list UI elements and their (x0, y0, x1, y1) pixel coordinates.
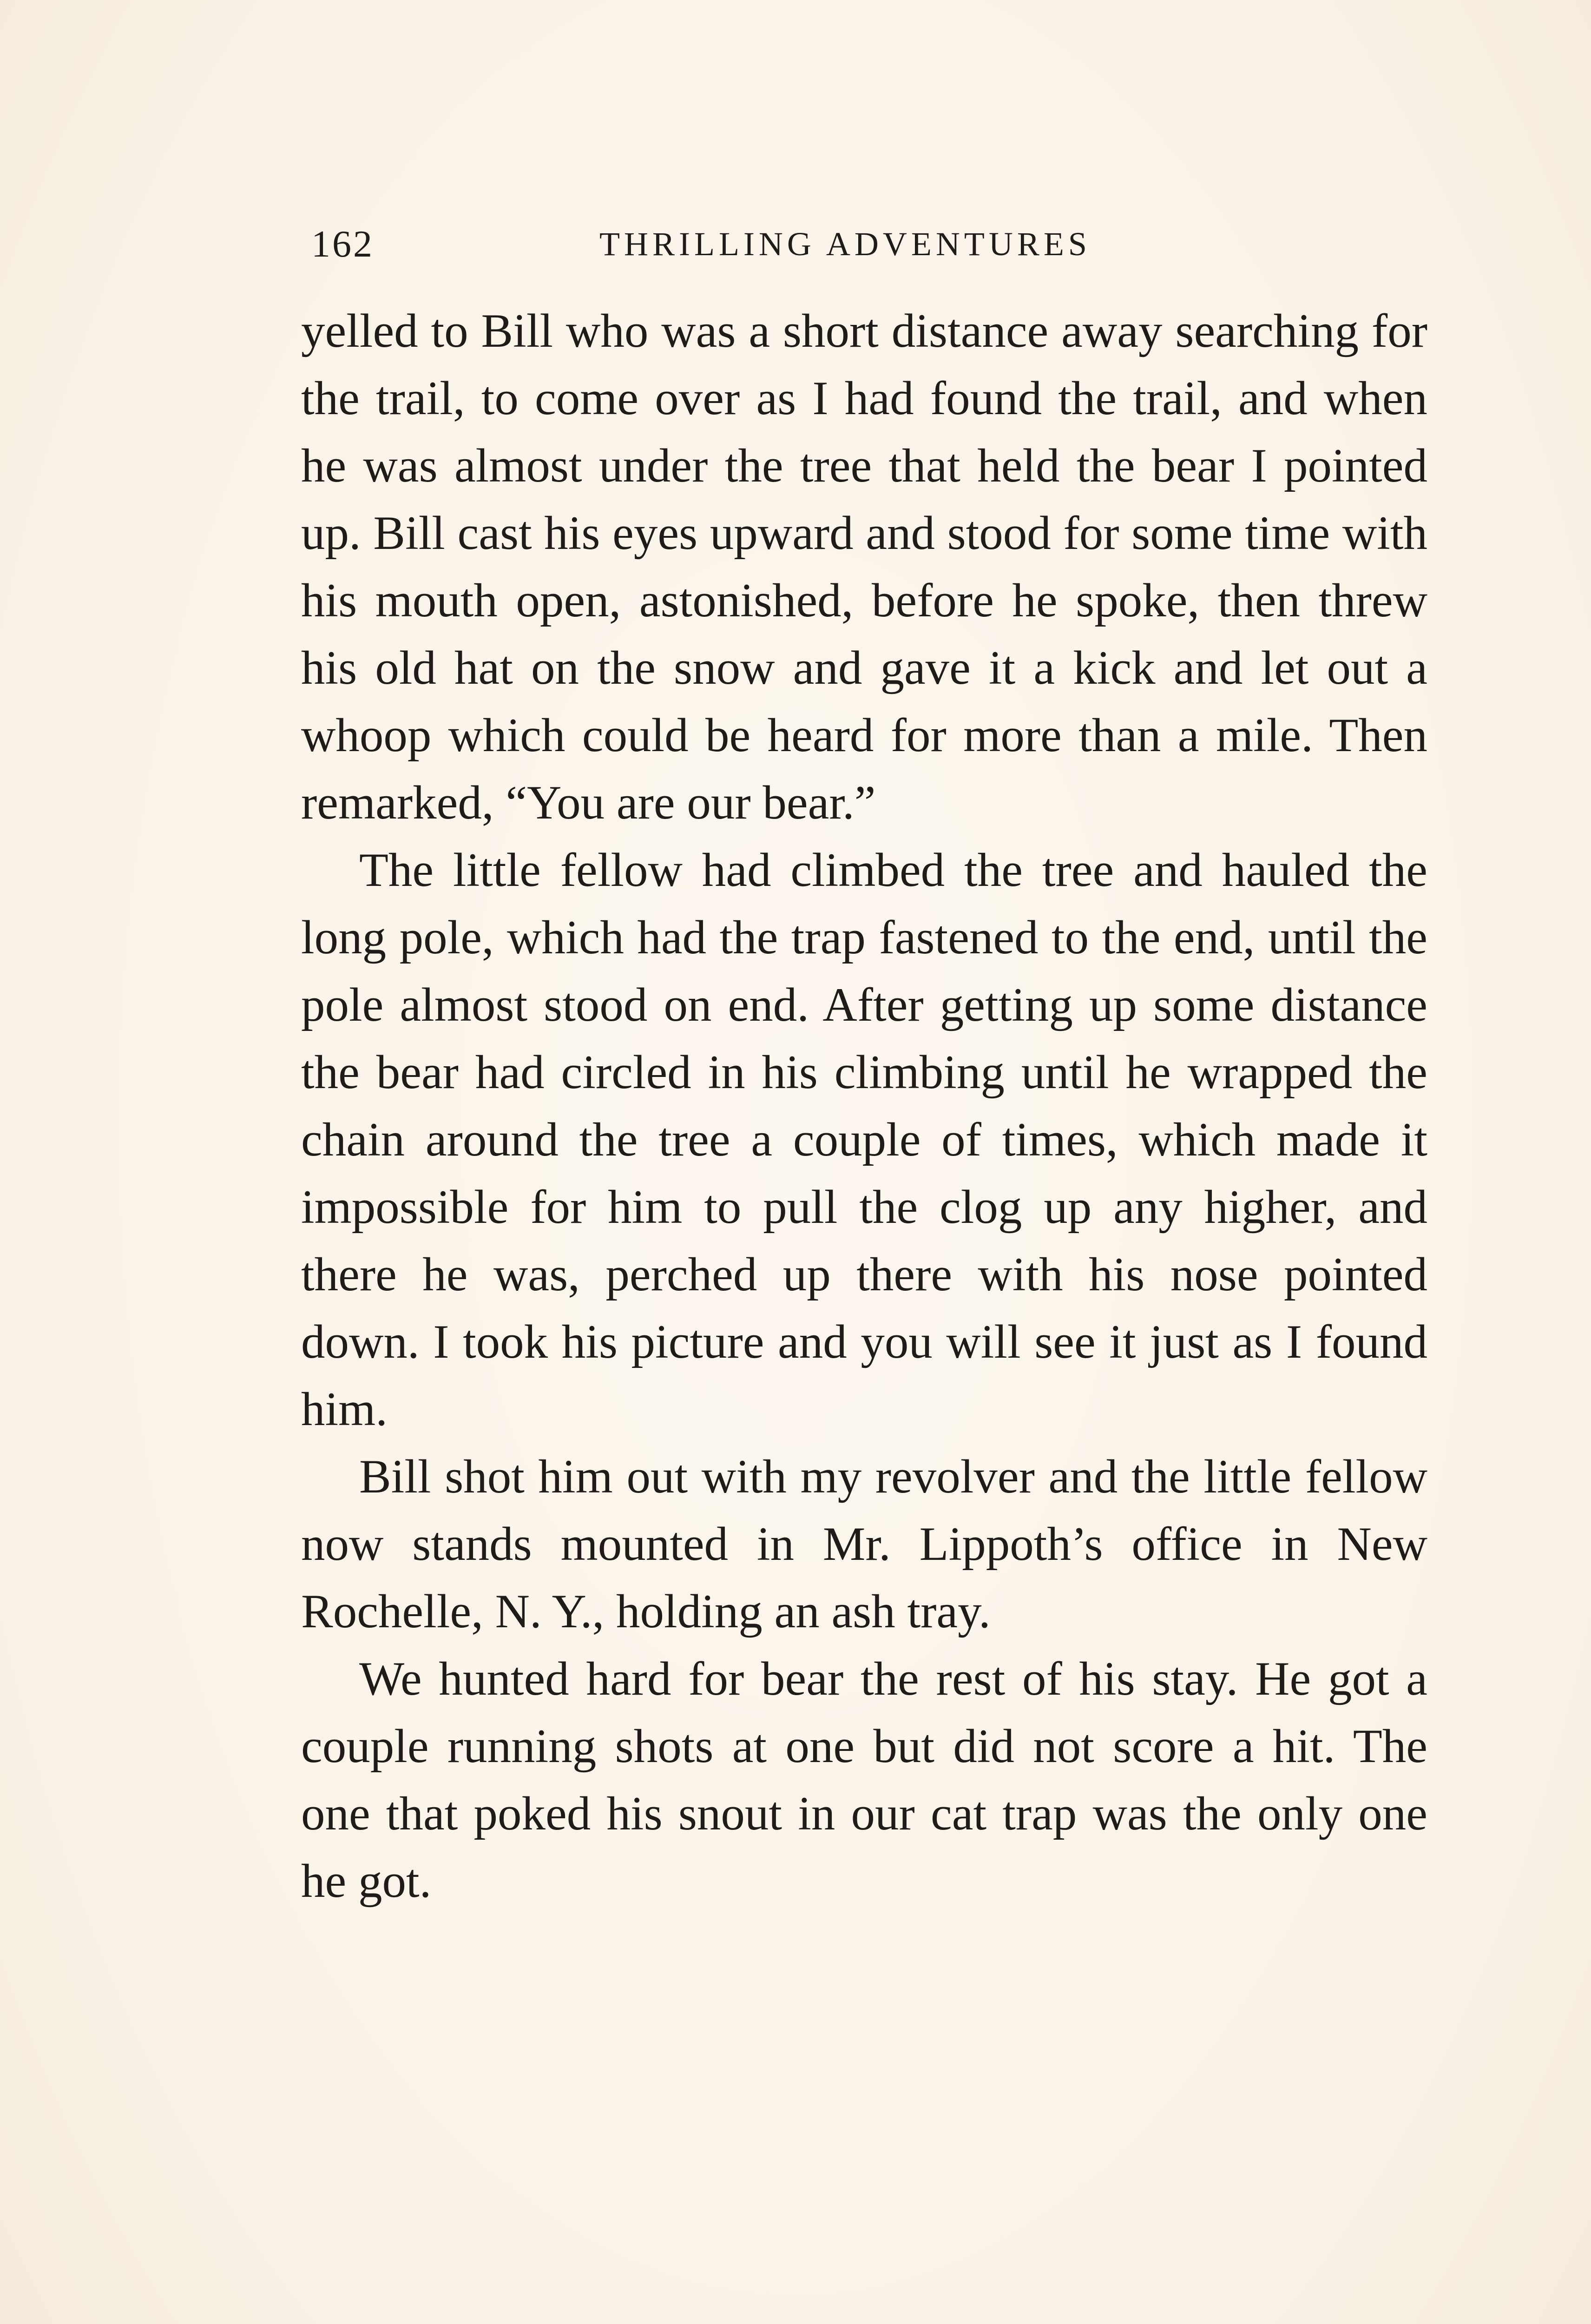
paragraph-3: Bill shot him out with my revolver and the little fellow now stands mounted in Mr. Lippoth’s office in New Rochelle, N. Y., holding an ash tray. (301, 1450, 1427, 1638)
running-title: THRILLING ADVENTURES (599, 225, 1091, 263)
paragraph-1: yelled to Bill who was a short distance away searching for the trail, to come over as I had found the trail, and when he was almost under the tree that held the bear I pointed up. Bill cast his eyes upward and stood for some time with his mouth open, astonished, before he spoke, then threw his old hat on the snow and gave it a kick and let out a whoop which could be heard for more than a mile. Then remarked, “You are our bear.” (301, 304, 1427, 829)
paragraph-4: We hunted hard for bear the rest of his stay. He got a couple running shots at one but did not score a hit. The one that poked his snout in our cat trap was the only one he got. (301, 1652, 1427, 1908)
page-number: 162 (311, 223, 374, 265)
paragraph-2: The little fellow had climbed the tree and hauled the long pole, which had the trap fastened to the end, until the pole almost stood on end. After getting up some distance the bear had circled in his climbing until he wrapped the chain around the tree a couple of times, which made it impossible for him to pull the clog up any higher, and there he was, perched up there with his nose pointed down. I took his picture and you will see it just as I found him. (301, 844, 1427, 1436)
running-head (311, 218, 1591, 270)
body-text (301, 297, 1427, 1915)
